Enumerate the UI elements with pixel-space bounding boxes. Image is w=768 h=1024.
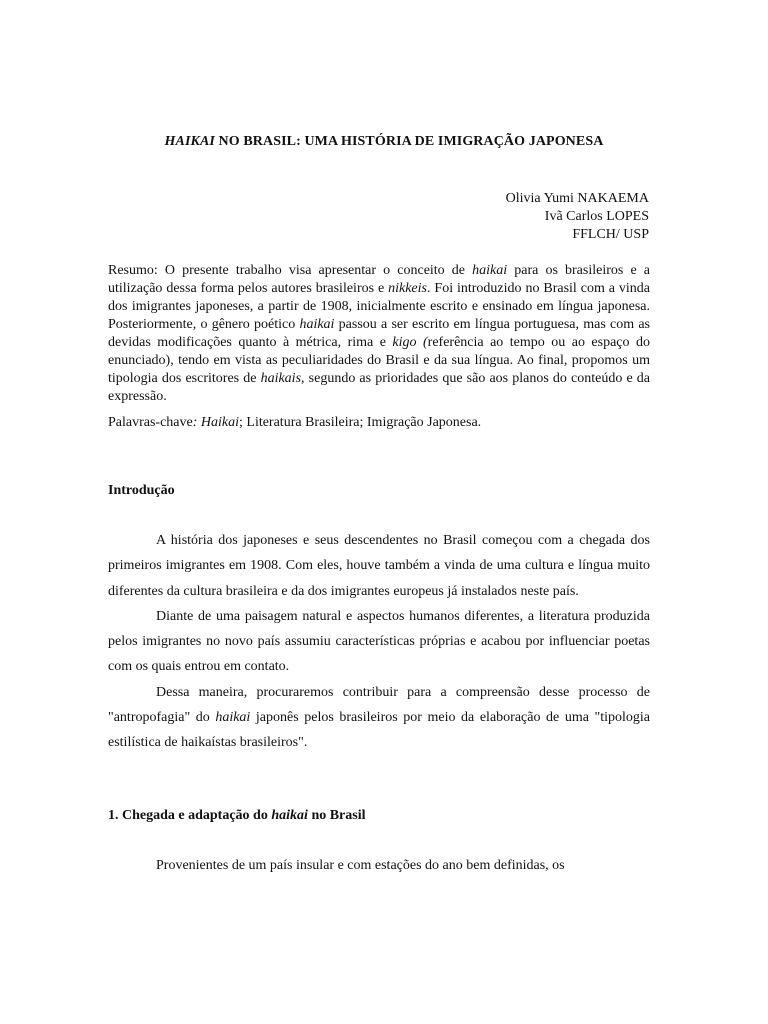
section-1-heading-italic: haikai (271, 808, 308, 823)
intro-paragraph-2: Diante de uma paisagem natural e aspectos humanos diferentes, a literatura produzida pelos imigrantes no novo país assumiu características próprias e acabou por influenciar poetas com os quais entrou em contato. (108, 608, 650, 675)
abstract-italic: haikais, (260, 371, 305, 386)
abstract-text (108, 262, 650, 406)
section-1-heading-a: 1. Chegada e adaptação do (108, 808, 272, 823)
abstract-seg: passou a ser escrito em língua portuguesa, mas com as devidas modificações quanto à métrica, rima e (108, 317, 650, 350)
author-2: Ivã Carlos LOPES (544, 209, 649, 224)
keywords-italic: : Haikai (192, 415, 239, 430)
section-1-body (108, 853, 650, 878)
abstract-seg: para os brasileiros e a utilização dessa forma pelos autores brasileiros e (108, 263, 650, 296)
keywords-rest: ; Literatura Brasileira; Imigração Japonesa. (239, 415, 482, 430)
intro-paragraph-1: A história dos japoneses e seus descendentes no Brasil começou com a chegada dos primeiros imigrantes em 1908. Com eles, houve também a vinda de uma cultura e língua muito diferentes da cultura brasileira e da dos imigrantes europeus já instalados neste país. (108, 533, 650, 599)
abstract (108, 262, 650, 406)
intro-p3-seg: Dessa maneira, procuraremos contribuir para a compreensão desse processo de "antropofagia" do (108, 684, 650, 726)
keywords (108, 414, 650, 432)
abstract-seg: . Foi introduzido no Brasil com a vinda dos imigrantes japoneses, a partir de 1908, inicialmente escrito e ensinado em língua japonesa. Posteriormente, o gênero poético (108, 281, 650, 332)
abstract-italic: haikai (472, 263, 508, 278)
author-block (506, 190, 649, 244)
intro-body (108, 528, 650, 756)
affiliation: FFLCH/ USP (572, 227, 649, 242)
section-1-heading (108, 808, 366, 824)
abstract-seg: Resumo: O presente trabalho visa apresentar o conceito de (108, 263, 473, 278)
abstract-italic: haikai (299, 317, 335, 332)
abstract-seg: segundo as prioridades que são aos planos do conteúdo e da expressão. (108, 371, 651, 404)
intro-heading: Introdução (108, 483, 175, 498)
author-1: Olivia Yumi NAKAEMA (505, 191, 649, 206)
abstract-italic: kigo ( (392, 335, 428, 350)
title-italic: HAIKAI (164, 134, 215, 149)
keywords-label: Palavras-chave (108, 415, 193, 430)
intro-p3-italic: haikai (215, 710, 251, 726)
abstract-seg: referência ao tempo ou ao espaço do enunciado), tendo em vista as peculiaridades do Brasil e da sua língua. Ao final, propomos um tipologia dos escritores de (108, 335, 651, 386)
paper-title (0, 134, 768, 150)
intro-paragraph-3 (108, 680, 650, 756)
intro-p3-seg: japonês pelos brasileiros por meio da elaboração de uma "tipologia estilística de haikaístas brasileiros". (108, 710, 650, 751)
section-1-heading-b: no Brasil (307, 808, 366, 823)
title-rest: NO BRASIL: UMA HISTÓRIA DE IMIGRAÇÃO JAPONESA (214, 134, 604, 149)
section-1-paragraph-1: Provenientes de um país insular e com estações do ano bem definidas, os (156, 858, 565, 873)
abstract-italic: nikkeis (388, 281, 427, 296)
